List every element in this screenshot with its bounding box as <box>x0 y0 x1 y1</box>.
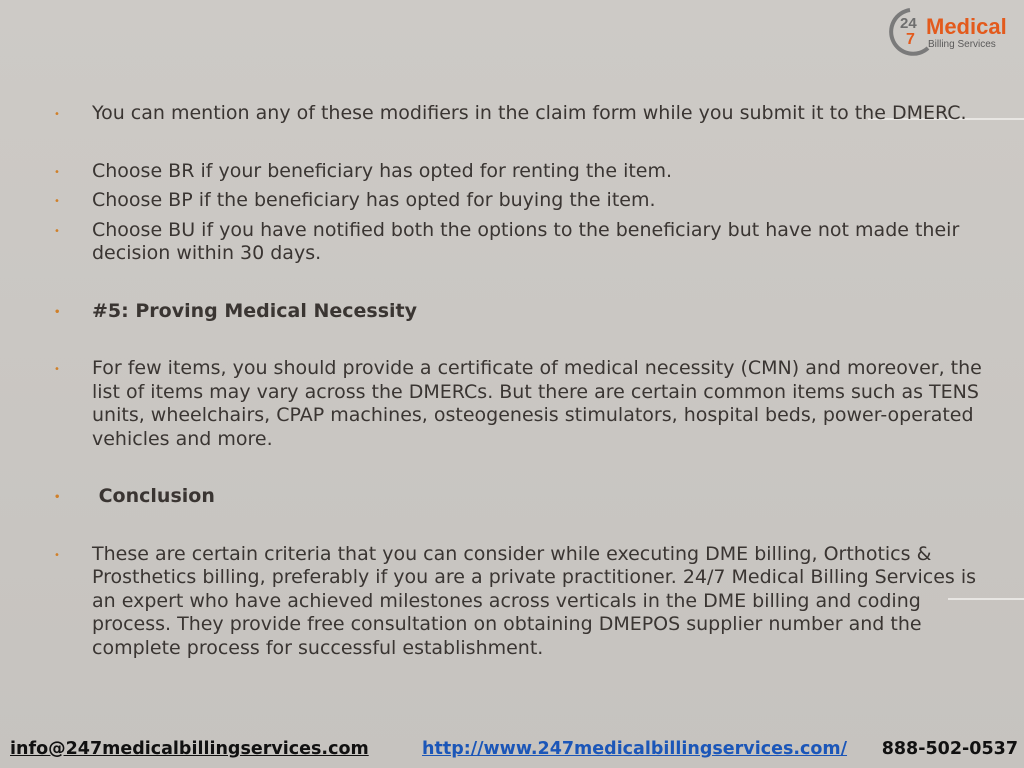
list-item-text: Choose BR if your beneficiary has opted for renting the item. <box>92 159 673 182</box>
slide-content <box>54 102 984 660</box>
list-item <box>54 357 984 451</box>
company-logo <box>888 6 1016 56</box>
list-item-text: Choose BP if the beneficiary has opted for buying the item. <box>92 189 656 211</box>
svg-text:Medical: Medical <box>926 14 1007 39</box>
bullet-icon: • <box>54 364 60 375</box>
bullet-icon: • <box>54 225 60 237</box>
svg-text:24: 24 <box>900 15 917 32</box>
bullet-icon: • <box>54 549 60 561</box>
list-item <box>54 219 984 266</box>
bullet-icon: • <box>54 196 60 207</box>
section-heading <box>54 300 984 324</box>
list-item-text: For few items, you should provide a certificate of medical necessity (CMN) and moreover, the list of items may vary across the DMERCs. But there are certain common items such as TENS units, wheelchairs, CPAP machines, osteogenesis stimulators, hospital beds, power-operated vehicles and more. <box>92 357 982 450</box>
svg-text:Billing Services: Billing Services <box>928 39 996 50</box>
list-item-text: You can mention any of these modifiers in the claim form while you submit it to the DMERC. <box>92 102 967 124</box>
list-item-text: These are certain criteria that you can consider while executing DME billing, Orthotics & Prosthetics billing, preferably if you are a private practitioner. 24/7 Medical Billing Services is an expert who have achieved milestones across verticals in the DME billing and coding process. They provide free consultation on obtaining DMEPOS supplier number and the complete process for successful establishment. <box>92 542 977 659</box>
website-link[interactable]: http://www.247medicalbillingservices.com/ <box>422 739 848 759</box>
list-item <box>54 543 984 661</box>
phone-number: 888-502-0537 <box>881 739 1018 759</box>
section-heading-text: #5: Proving Medical Necessity <box>92 299 417 322</box>
list-item <box>54 102 984 126</box>
bullet-icon: • <box>54 306 61 318</box>
bullet-icon: • <box>54 166 60 178</box>
logo-icon <box>888 6 1016 56</box>
email-link[interactable]: info@247medicalbillingservices.com <box>10 739 369 759</box>
bullet-icon: • <box>54 492 61 503</box>
section-heading-text: Conclusion <box>92 485 215 507</box>
list-item-text: Choose BU if you have notified both the options to the beneficiary but have not made their decision within 30 days. <box>92 218 960 264</box>
list-item <box>54 189 984 213</box>
section-heading <box>54 485 984 509</box>
svg-text:7: 7 <box>906 31 915 48</box>
list-item <box>54 160 984 184</box>
bullet-icon: • <box>54 109 60 120</box>
footer <box>0 736 1024 768</box>
